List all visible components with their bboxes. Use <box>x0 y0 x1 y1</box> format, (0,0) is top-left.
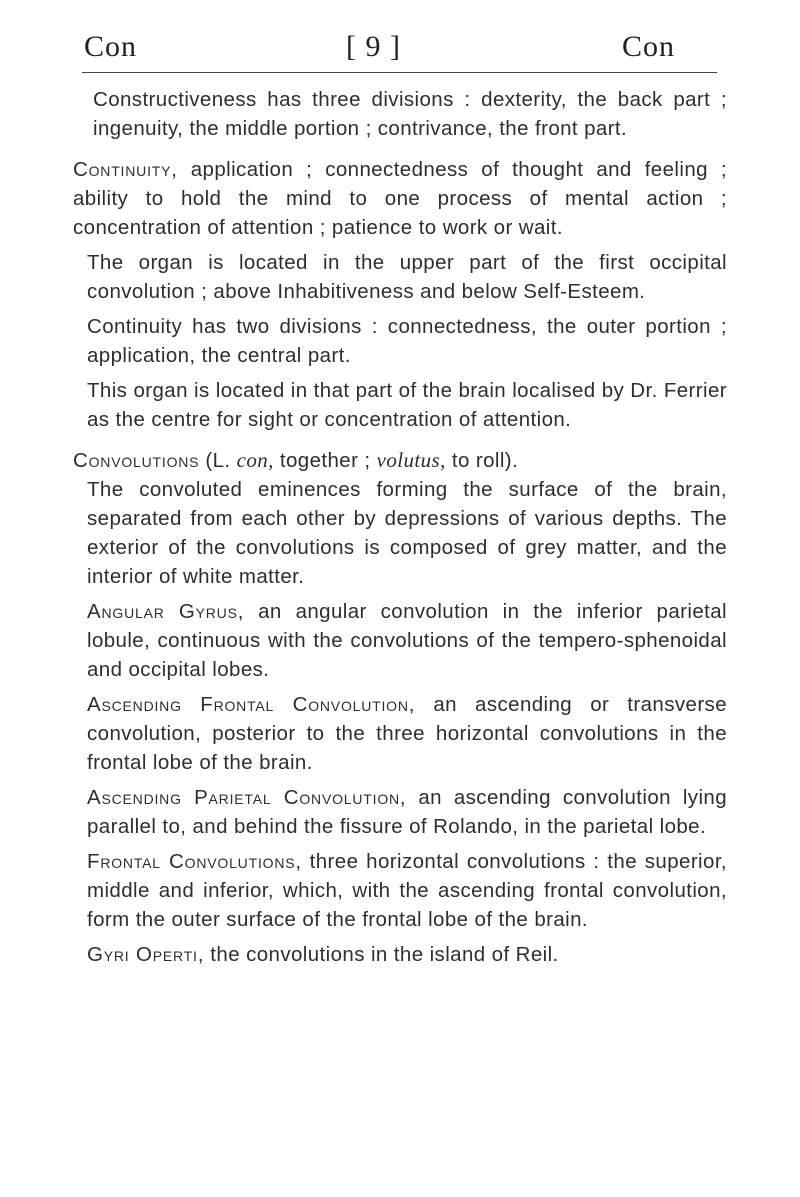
entry-term: Convolutions <box>73 449 200 472</box>
entry-convolutions <box>73 446 727 475</box>
entry-term: Frontal Convolutions, <box>87 850 302 873</box>
running-head-right: Con <box>622 30 676 63</box>
paragraph-convolutions-description: The convoluted eminences forming the surface of the brain, separated from each other by depressions of various depths. The exterior of the convolutions is composed of grey matter, and the interior of white matter. <box>87 478 727 588</box>
etymology-part: (L. <box>199 449 237 472</box>
entry-ascending-frontal <box>87 690 727 777</box>
page-header <box>0 30 800 70</box>
paragraph-continuity-divisions: Continuity has two divisions : connectedness, the outer portion ; application, the central part. <box>87 315 727 367</box>
entry-definition: an ascending or transverse convolution, posterior to the three horizontal convolutions in the frontal lobe of the brain. <box>87 693 728 774</box>
paragraph-organ-location: The organ is located in the upper part of the first occipital convolution ; above Inhabitiveness and below Self-Esteem. <box>87 251 727 303</box>
entry-gyri-operti <box>87 940 727 969</box>
entry-term: Continuity, <box>73 158 178 181</box>
etymology-part: to roll). <box>445 449 519 472</box>
entry-term: Gyri Operti, <box>87 943 205 966</box>
entry-frontal-convolutions <box>87 847 727 934</box>
paragraph-constructiveness-divisions: Constructiveness has three divisions : dexterity, the back part ; ingenuity, the middle portion ; contrivance, the front part. <box>93 88 727 140</box>
etymology-part: together ; <box>273 449 377 472</box>
entry-definition: an angular convolution in the inferior parietal lobule, continuous with the convolutions of the tempero-sphenoidal and occipital lobes. <box>87 600 727 681</box>
entry-term: Angular Gyrus, <box>87 600 245 623</box>
entry-term: Ascending Parietal Convolution, <box>87 786 407 809</box>
etymology-latin: volutus, <box>376 448 446 472</box>
page-body <box>73 85 728 969</box>
entry-term: Ascending Frontal Convolution, <box>87 693 416 716</box>
entry-angular-gyrus <box>87 597 727 684</box>
header-rule <box>82 72 717 73</box>
etymology-latin: con, <box>236 448 274 472</box>
entry-definition: an ascending convolution lying parallel to, and behind the fissure of Rolando, in the parietal lobe. <box>87 786 727 838</box>
paragraph-ferrier: This organ is located in that part of the brain localised by Dr. Ferrier as the centre for sight or concentration of attention. <box>87 379 727 431</box>
page-number: [ 9 ] <box>346 30 401 63</box>
entry-definition: the convolutions in the island of Reil. <box>204 943 559 966</box>
entry-ascending-parietal <box>87 783 727 841</box>
entry-definition: application ; connectedness of thought and feeling ; ability to hold the mind to one process of mental action ; concentration of attention ; patience to work or wait. <box>73 158 727 239</box>
entry-continuity <box>73 155 727 242</box>
running-head-left: Con <box>84 30 138 63</box>
entry-definition: three horizontal convolutions : the superior, middle and inferior, which, with the ascending frontal convolution, form the outer surface of the frontal lobe of the brain. <box>87 850 728 931</box>
